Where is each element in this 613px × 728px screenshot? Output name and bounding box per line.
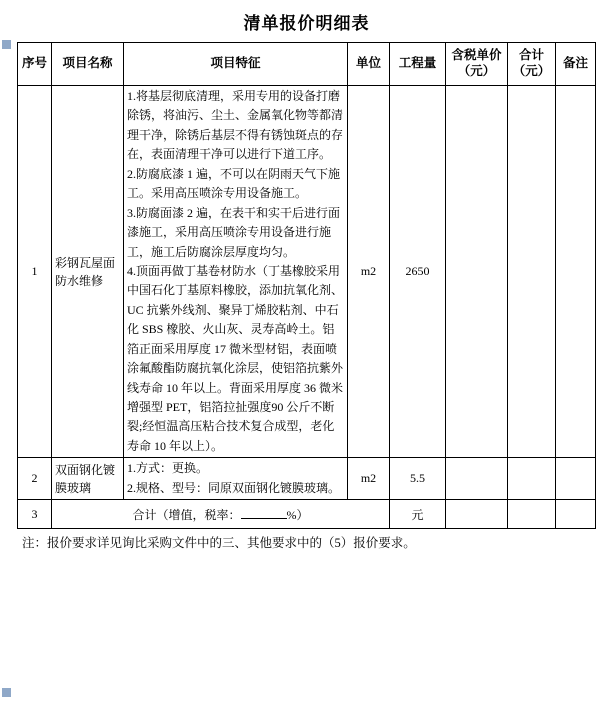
column-header-index: 序号: [18, 43, 52, 86]
cell-unit-price[interactable]: [446, 86, 508, 458]
cell-item-name: 彩钢瓦屋面防水维修: [52, 86, 124, 458]
cell-item-features: [124, 458, 348, 500]
table-summary-row: [18, 500, 596, 529]
column-header-item-features: 项目特征: [124, 43, 348, 86]
column-header-unit: 单位: [348, 43, 390, 86]
cell-item-features: [124, 86, 348, 458]
feature-paragraph: 3.防腐面漆 2 遍，在表干和实干后进行面漆施工，采用高压喷涂专用设备进行施工，施工后防腐涂层厚度均匀。: [127, 205, 341, 259]
cell-total[interactable]: [508, 86, 556, 458]
cell-total[interactable]: [508, 458, 556, 500]
page-title: 清单报价明细表: [243, 14, 370, 33]
cell-index: 2: [18, 458, 52, 500]
cell-unit-price[interactable]: [446, 458, 508, 500]
cell-item-name: 双面钢化镀膜玻璃: [52, 458, 124, 500]
tax-rate-input[interactable]: [241, 518, 287, 519]
cell-summary-unit-price[interactable]: [446, 500, 508, 529]
cell-unit: m2: [348, 86, 390, 458]
feature-paragraph: 1.将基层彻底清理，采用专用的设备打磨除锈，将油污、尘土、金属氧化物等都清理干净，除锈后基层不得有锈蚀斑点的存在，表面清理干净可以进行下道工序。: [127, 89, 344, 162]
page-anchor-mark-bottom: [2, 688, 11, 697]
page-anchor-mark-top: [2, 40, 11, 49]
column-header-unit-price-line2: （元）: [457, 64, 496, 78]
cell-quantity: 5.5: [390, 458, 446, 500]
feature-paragraph: 1.方式：更换。: [127, 461, 209, 476]
quotation-detail-table: [17, 42, 596, 529]
column-header-note: 备注: [556, 43, 596, 86]
cell-index: 3: [18, 500, 52, 529]
column-header-total-line2: （元）: [512, 64, 551, 78]
column-header-quantity: 工程量: [390, 43, 446, 86]
feature-paragraph: 2.防腐底漆 1 遍，不可以在阴雨天气下施工。采用高压喷涂专用设备施工。: [127, 166, 341, 201]
column-header-unit-price-line1: 含税单价: [451, 48, 502, 63]
cell-summary-label: [52, 500, 390, 529]
column-header-total: [508, 43, 556, 86]
cell-summary-note[interactable]: [556, 500, 596, 529]
table-row: [18, 86, 596, 458]
column-header-unit-price: [446, 43, 508, 86]
summary-label-prefix: 合计（增值，税率：: [132, 507, 241, 522]
cell-index: 1: [18, 86, 52, 458]
column-header-total-line1: 合计: [518, 48, 544, 63]
table-header-row: [18, 43, 596, 86]
table-row: [18, 458, 596, 500]
feature-paragraph: 4.顶面再做丁基卷材防水（丁基橡胶采用中国石化丁基原料橡胶，添加抗氧化剂、UC 抗紫外线剂、聚异丁烯胶粘剂、中石化 SBS 橡胶、火山灰、灵寿高岭土。铝箔正面采用厚度 17 微米型材铝，表面喷涂氟酸酯防腐抗氧化涂层，使铝箔抗紫外线寿命 10 年以上。背面采用厚度 36 微米增强型 PET，铝箔拉扯强度90 公斤不断裂;经恒温高压粘合技术复合成型，老化寿命 10 年以上）。: [127, 263, 344, 453]
cell-note[interactable]: [556, 86, 596, 458]
cell-note[interactable]: [556, 458, 596, 500]
column-header-item-name: 项目名称: [52, 43, 124, 86]
summary-label-suffix: %）: [286, 507, 309, 522]
feature-paragraph: 2.规格、型号：同原双面钢化镀膜玻璃。: [127, 480, 341, 495]
footnote-text: 注：报价要求详见询比采购文件中的三、其他要求中的（5）报价要求。: [22, 536, 416, 551]
cell-summary-unit: 元: [390, 500, 446, 529]
cell-summary-total[interactable]: [508, 500, 556, 529]
cell-quantity: 2650: [390, 86, 446, 458]
cell-unit: m2: [348, 458, 390, 500]
